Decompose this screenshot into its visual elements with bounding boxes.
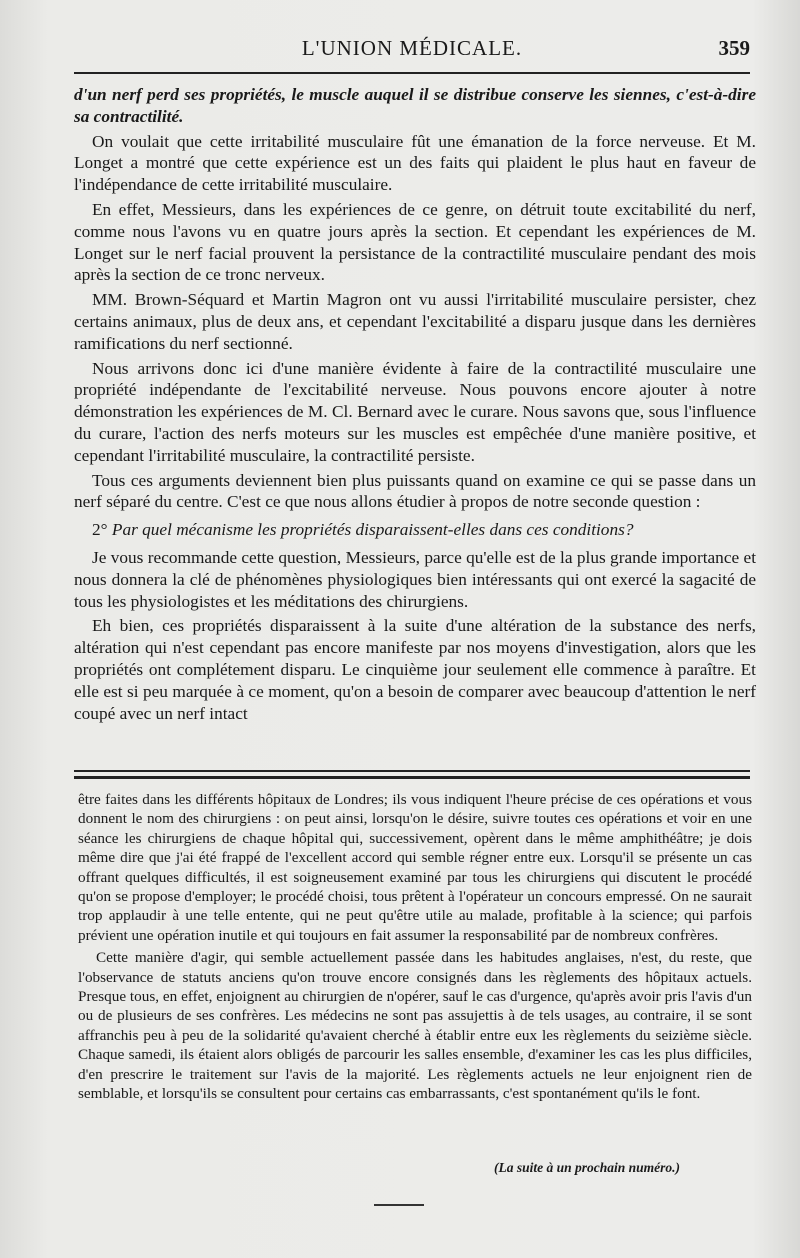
body-paragraph: MM. Brown-Séquard et Martin Magron ont vu aussi l'irritabilité musculaire persister, chez certains animaux, plus de deux ans, et cependant l'excitabilité a disparu jusque dans les dernières ramifications du nerf sectionné. <box>74 290 756 353</box>
body-paragraph: Nous arrivons donc ici d'une manière évidente à faire de la contractilité musculaire une propriété indépendante de l'excitabilité nerveuse. Nous pouvons encore ajouter à notre démonstration les expériences de M. Cl. Bernard avec le curare. Nous savons que, sous l'influence du curare, l'action des nerfs moteurs sur les muscles est empêchée d'une manière positive, et cependant l'irritabilité musculaire, la contractilité persiste. <box>74 358 756 465</box>
body-paragraph: Tous ces arguments deviennent bien plus puissants quand on examine ce qui se passe dans un nerf séparé du centre. C'est ce que nous allons étudier à propos de notre seconde question : <box>74 470 756 512</box>
feuilleton-paragraph: Cette manière d'agir, qui semble actuellement passée dans les habitudes anglaises, n'est, du reste, que l'observance de statuts anciens qu'on trouve encore consignés dans les règlements des hôpitaux actuels. Presque tous, en effet, enjoignent au chirurgien de n'opérer, sauf le cas d'urgence, qu'après avoir pris l'avis d'un ou de plusieurs de ses confrères. Les médecins ne sont pas assujettis à de tels usages, au contraire, il se sont affranchis peu à peu de la solidarité qu'avaient cherché à établir entre eux les règlements du seizième siècle. Chaque samedi, ils étaient alors obligés de parcourir les salles ensemble, d'examiner les cas les plus difficiles, d'en prescrire le traitement sur l'avis de la majorité. Les règlements actuels ne leur enjoignent rien de semblable, et lorsqu'ils se consultent pour certains cas embarrassants, c'est spontanément qu'ils le font. <box>78 949 752 1103</box>
body-paragraph: Je vous recommande cette question, Messieurs, parce qu'elle est de la plus grande importance et nous donnera la clé de phénomènes physiologiques bien intéressants qui ont exercé la sagacité de tous les physiologistes et les méditations des chirurgiens. <box>74 547 756 611</box>
question-number: 2° <box>92 520 108 540</box>
feuilleton-rule-top <box>74 770 750 772</box>
lead-paragraph: d'un nerf perd ses propriétés, le muscle auquel il se distribue conserve les siennes, c'est-à-dire sa contractilité. <box>74 85 756 126</box>
body-paragraph: En effet, Messieurs, dans les expériences de ce genre, on détruit toute excitabilité du nerf, comme nous l'avons vu en quatre jours après la section. Et cependant les expériences de M. Longet sur le nerf facial prouvent la persistance de la contractilité musculaire pendant des mois après la section de ce tronc nerveux. <box>74 199 756 285</box>
body-paragraph: Eh bien, ces propriétés disparaissent à la suite d'une altération de la substance des nerfs, altération qui n'est cependant pas encore manifeste par nos moyens d'investigation, alors que les propriétés ont complétement disparu. Le cinquième jour seulement elle commence à paraître. Et elle est si peu marquée à ce moment, qu'on a besoin de comparer avec beaucoup d'attention le nerf coupé avec un nerf intact <box>74 616 756 723</box>
feuilleton-text <box>78 790 752 1107</box>
continued-note: (La suite à un prochain numéro.) <box>494 1160 681 1175</box>
page-header <box>74 36 750 70</box>
section-question <box>74 519 756 541</box>
feuilleton-rule-bottom <box>74 776 750 779</box>
question-text: Par quel mécanisme les propriétés disparaissent-elles dans ces conditions? <box>111 520 634 540</box>
end-rule <box>374 1204 424 1206</box>
main-text <box>74 84 756 727</box>
feuilleton-paragraph: être faites dans les différents hôpitaux de Londres; ils vous indiquent l'heure précise de ces opérations et vous donnent le nom des chirurgiens : on peut ainsi, lorsqu'on le désire, suivre toutes ces opérations et voir en une séance les chirurgiens de chaque hôpital qui, successivement, opèrent dans le même amphithéâtre; je dois même dire que j'ai été frappé de l'excellent accord qui semble régner entre eux. Lorsqu'il se présente un cas offrant quelques difficultés, il est soigneusement examiné par tous les chirurgiens qui discutent le procédé qu'on se propose d'employer; le procédé choisi, tous prêtent à l'opérateur un concours empressé. On ne saurait trop applaudir à une telle entente, qui ne peut qu'être utile au malade, profitable à la science; qui parfois prévient une opération inutile et qui toujours en fait assumer la responsabilité par de nombreux confrères. <box>78 791 752 944</box>
body-paragraph: On voulait que cette irritabilité musculaire fût une émanation de la force nerveuse. Et M. Longet a montré que cette expérience est un des faits qui plaident le plus haut en faveur de l'indépendance de cette irritabilité musculaire. <box>74 131 756 195</box>
page-number: 359 <box>718 36 750 60</box>
running-title: L'UNION MÉDICALE. <box>301 36 523 60</box>
header-rule <box>74 72 750 74</box>
